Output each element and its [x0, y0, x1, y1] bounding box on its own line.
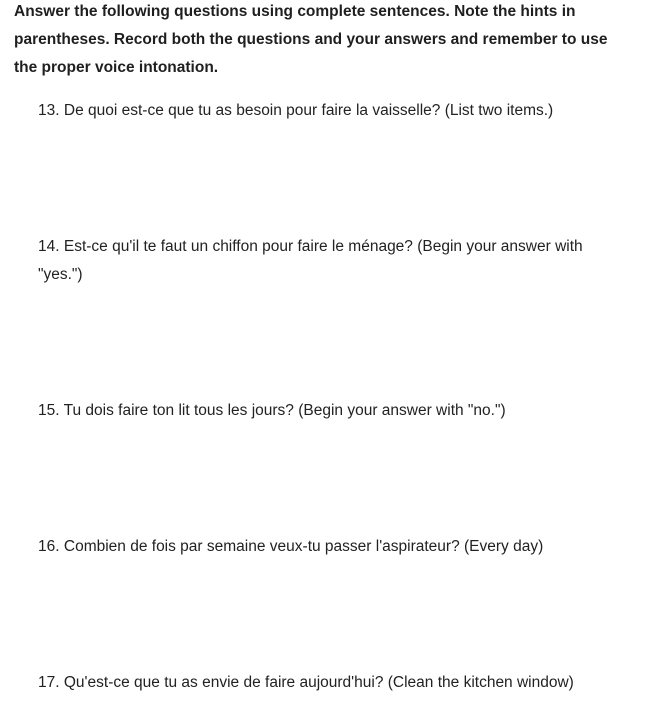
- question-14: [38, 233, 618, 289]
- question-text: Qu'est-ce que tu as envie de faire aujourd'hui? (Clean the kitchen window): [63, 674, 574, 691]
- question-16: [38, 533, 618, 561]
- question-text: De quoi est-ce que tu as besoin pour faire la vaisselle? (List two items.): [63, 102, 554, 119]
- question-number: 14.: [38, 238, 60, 255]
- question-number: 16.: [38, 538, 60, 555]
- instructions-text: Answer the following questions using complete sentences. Note the hints in parentheses. Record both the questions and your answers and remember to use the proper voice intonation.: [14, 3, 608, 76]
- question-number: 15.: [38, 402, 60, 419]
- question-number: 13.: [38, 102, 60, 119]
- question-13: [38, 97, 618, 125]
- question-number: 17.: [38, 674, 60, 691]
- question-17: [38, 669, 618, 697]
- question-text: Est-ce qu'il te faut un chiffon pour faire le ménage? (Begin your answer with "yes."): [38, 238, 583, 283]
- question-15: [38, 397, 618, 425]
- question-text: Combien de fois par semaine veux-tu passer l'aspirateur? (Every day): [63, 538, 544, 555]
- question-text: Tu dois faire ton lit tous les jours? (Begin your answer with "no."): [63, 402, 506, 419]
